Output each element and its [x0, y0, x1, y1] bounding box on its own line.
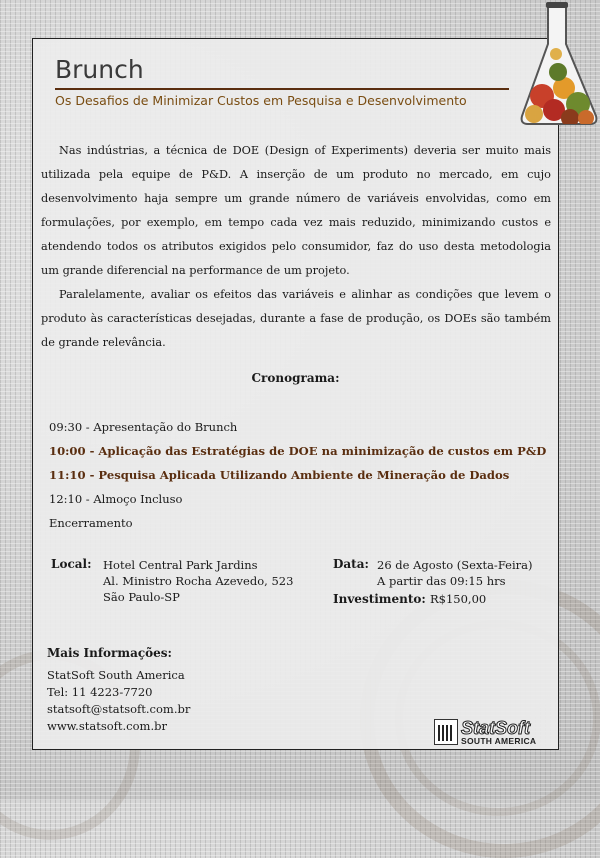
schedule-item: 09:30 - Apresentação do Brunch — [49, 420, 238, 434]
logo-name: StatSoft — [461, 717, 530, 738]
location-line: Hotel Central Park Jardins — [103, 558, 258, 572]
flyer-panel — [32, 38, 559, 750]
contact-website: www.statsoft.com.br — [47, 719, 167, 733]
contact-company: StatSoft South America — [47, 668, 185, 682]
contact-label: Mais Informações: — [47, 646, 172, 660]
investment-value: R$150,00 — [430, 592, 487, 606]
contact-email: statsoft@statsoft.com.br — [47, 702, 191, 716]
schedule-item: 12:10 - Almoço Incluso — [49, 492, 183, 506]
contact-block — [47, 667, 190, 735]
investment-label: Investimento: — [333, 592, 426, 606]
intro-paragraph: Paralelamente, avaliar os efeitos das variáveis e alinhar as condições que levem o produto às características desejadas, durante a fase de produção, os DOEs são também de grande relevância. — [41, 288, 551, 349]
time-value: A partir das 09:15 hrs — [377, 574, 506, 588]
page-title: Brunch — [55, 55, 144, 84]
location-line: São Paulo-SP — [103, 590, 180, 604]
schedule-item-highlight: 10:00 - Aplicação das Estratégias de DOE na minimização de custos em P&D — [49, 444, 547, 458]
location-label: Local: — [51, 557, 92, 571]
schedule-item-highlight: 11:10 - Pesquisa Aplicada Utilizando Ambiente de Mineração de Dados — [49, 468, 510, 482]
date-value: 26 de Agosto (Sexta-Feira) — [377, 558, 533, 572]
schedule-list — [49, 415, 549, 535]
location-line: Al. Ministro Rocha Azevedo, 523 — [103, 574, 294, 588]
schedule-item: Encerramento — [49, 516, 133, 530]
intro-paragraph: Nas indústrias, a técnica de DOE (Design of Experiments) deveria ser muito mais utilizada pela equipe de P&D. A inserção de um produto no mercado, em cujo desenvolvimento haja sempre um grande número de variáveis envolvidas, como em formulações, por exemplo, em tempo cada vez mais reduzido, minimizando custos e atendendo todos os atributos exigidos pelo consumidor, faz do uso desta metodologia um grande diferencial na performance de um projeto. — [41, 144, 551, 277]
page-subtitle: Os Desafios de Minimizar Custos em Pesquisa e Desenvolvimento — [55, 93, 467, 108]
statsoft-logo — [434, 717, 556, 747]
flask-icon — [518, 0, 600, 128]
schedule-title: Cronograma: — [251, 371, 340, 385]
contact-phone: Tel: 11 4223-7720 — [47, 685, 153, 699]
location-address — [103, 557, 293, 605]
logo-tagline: SOUTH AMERICA — [461, 735, 537, 746]
logo-chart-icon — [434, 719, 458, 745]
intro-text — [41, 139, 551, 355]
date-label: Data: — [333, 557, 369, 571]
title-divider — [55, 88, 509, 90]
